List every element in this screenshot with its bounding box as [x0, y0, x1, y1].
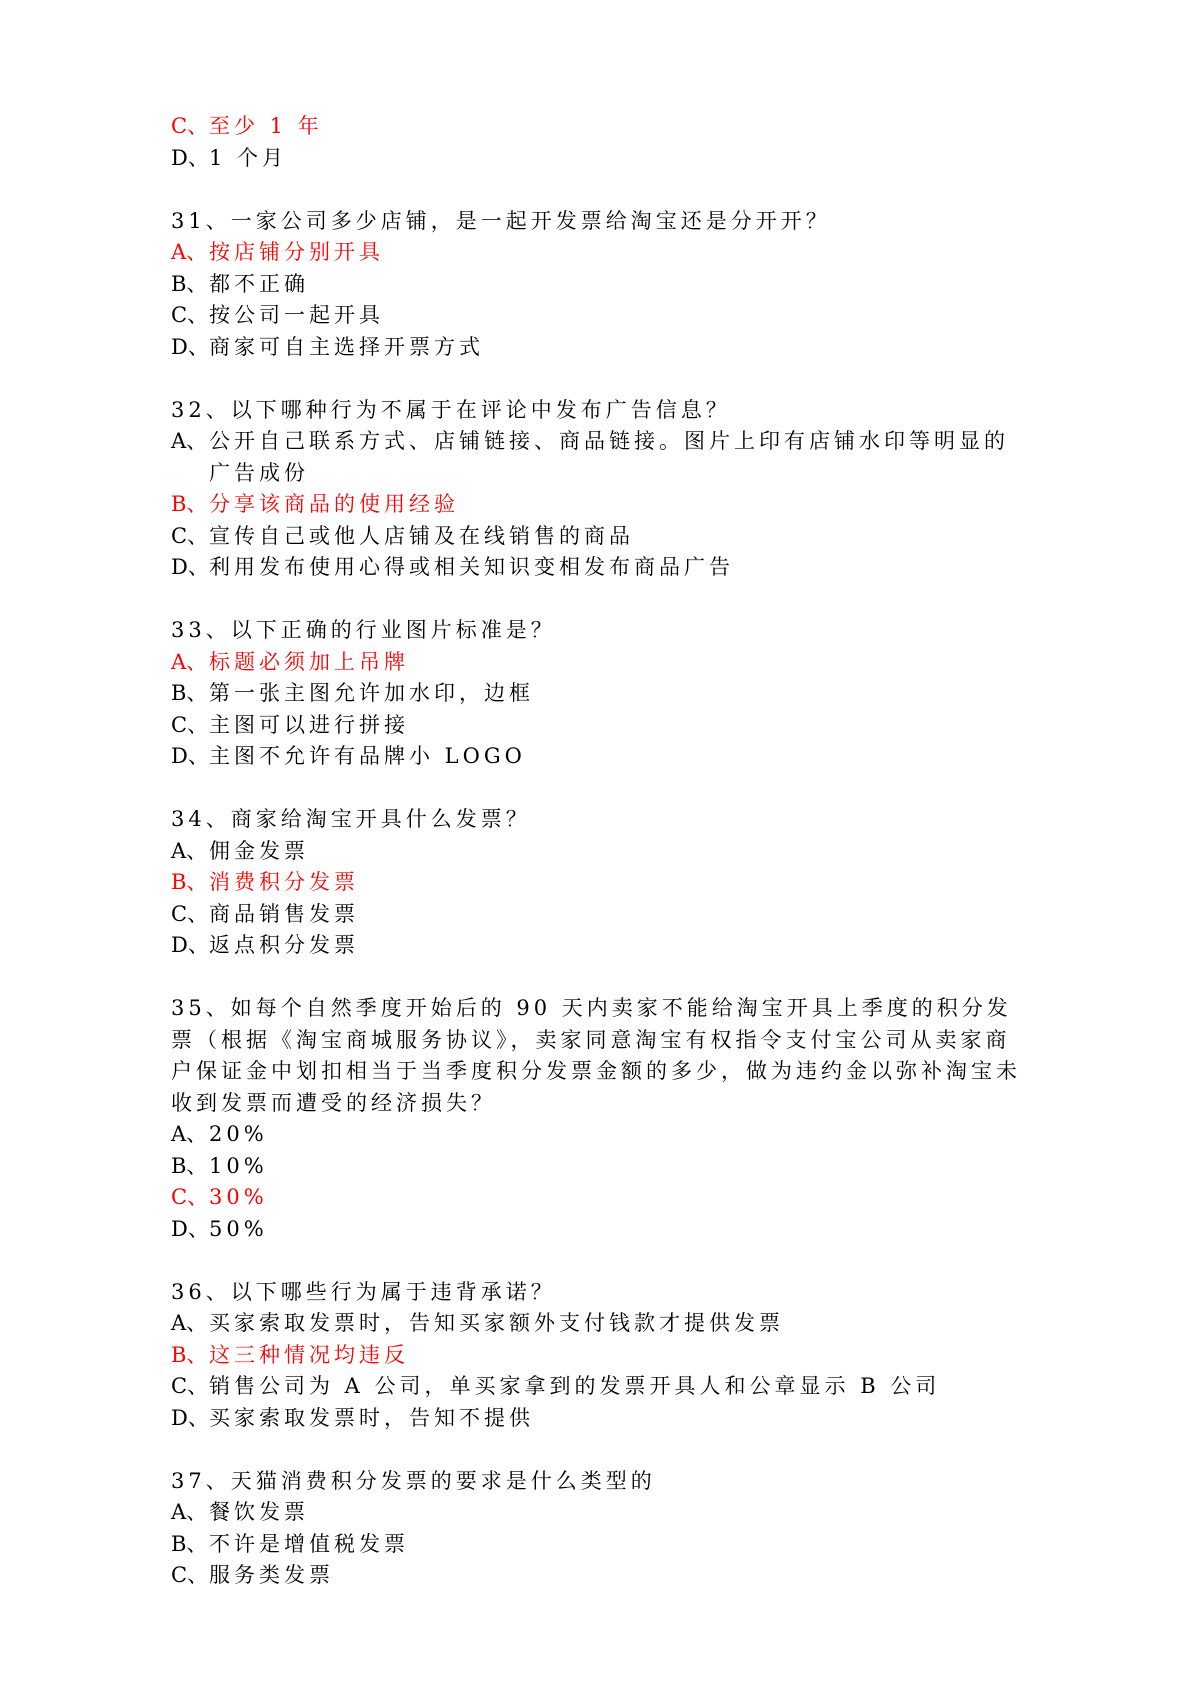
option-letter: C、: [171, 1374, 209, 1398]
spacer: [171, 174, 1031, 206]
question-text: 34、商家给淘宝开具什么发票？: [171, 807, 531, 831]
option-line: [171, 1308, 1031, 1340]
option-letter: A、: [171, 1311, 208, 1335]
option-letter: A、: [171, 838, 208, 863]
option-text: 销售公司为 A 公司，单买家拿到的发票开具人和公章显示 B 公司: [209, 1374, 941, 1398]
question-text: 36、以下哪些行为属于违背承诺？: [171, 1279, 556, 1304]
option-letter: C、: [171, 114, 209, 138]
option-text: 按公司一起开具: [209, 303, 384, 327]
question-text: 32、以下哪种行为不属于在评论中发布广告信息？: [171, 397, 731, 422]
option-text: 返点积分发票: [209, 933, 359, 957]
question-list: [171, 111, 1031, 1592]
option-line: [171, 237, 1031, 269]
option-text: 都不正确: [209, 271, 309, 296]
option-letter: C、: [171, 303, 209, 327]
option-line: [171, 867, 1031, 899]
option-line: [171, 741, 1031, 773]
option-text: 1 个月: [209, 145, 288, 170]
option-line: [171, 521, 1031, 553]
option-letter: B、: [171, 1342, 208, 1367]
option-text: 餐饮发票: [209, 1500, 309, 1524]
option-line: [171, 930, 1031, 962]
option-letter: B、: [171, 1153, 208, 1178]
option-letter: D、: [171, 145, 209, 170]
option-letter: B、: [171, 492, 208, 516]
option-text: 这三种情况均违反: [209, 1342, 409, 1367]
option-text: 利用发布使用心得或相关知识变相发布商品广告: [209, 555, 734, 579]
option-letter: C、: [171, 523, 209, 548]
option-letter: D、: [171, 933, 209, 957]
question-text: 35、如每个自然季度开始后的 90 天内卖家不能给淘宝开具上季度的积分发票（根据《淘宝商城服务协议》，卖家同意淘宝有权指令支付宝公司从卖家商户保证金中划扣相当于当季度积分发票金额的多少，做为违约金以弥补淘宝未收到发票而遭受的经济损失？: [171, 996, 1021, 1115]
question-text: 33、以下正确的行业图片标准是？: [171, 618, 556, 642]
spacer: [171, 962, 1031, 994]
option-letter: B、: [171, 681, 208, 705]
option-line: [171, 269, 1031, 301]
option-letter: D、: [171, 555, 209, 579]
option-line: [171, 1371, 1031, 1403]
option-line: [171, 1403, 1031, 1435]
option-line: [171, 111, 1031, 143]
option-letter: A、: [171, 1500, 208, 1524]
option-letter: B、: [171, 1531, 208, 1556]
option-letter: A、: [171, 1122, 208, 1146]
option-letter: D、: [171, 1216, 209, 1241]
option-line: [171, 1182, 1031, 1214]
option-line: [171, 710, 1031, 742]
option-text: 主图不允许有品牌小 LOGO: [209, 744, 526, 768]
option-letter: A、: [171, 240, 208, 264]
option-text: 佣金发票: [209, 838, 309, 863]
option-text: 公开自己联系方式、店铺链接、商品链接。图片上印有店铺水印等明显的广告成份: [209, 429, 1009, 485]
option-line: [171, 489, 1031, 521]
option-line: [171, 1529, 1031, 1561]
option-line: [171, 143, 1031, 175]
spacer: [171, 773, 1031, 805]
option-letter: B、: [171, 271, 208, 296]
option-text: 服务类发票: [209, 1563, 334, 1587]
option-line: [171, 300, 1031, 332]
spacer: [171, 1434, 1031, 1466]
option-line: [171, 899, 1031, 931]
option-line: [171, 1214, 1031, 1246]
option-line: [171, 1497, 1031, 1529]
option-letter: D、: [171, 334, 209, 359]
option-line: [171, 1560, 1031, 1592]
option-letter: D、: [171, 1405, 209, 1430]
option-text: 宣传自己或他人店铺及在线销售的商品: [209, 523, 634, 548]
option-letter: C、: [171, 901, 209, 926]
option-text: 第一张主图允许加水印，边框: [209, 681, 534, 705]
option-text: 买家索取发票时，告知买家额外支付钱款才提供发票: [209, 1311, 784, 1335]
option-line: [171, 1151, 1031, 1183]
option-text: 10%: [209, 1153, 268, 1178]
option-letter: D、: [171, 744, 209, 768]
option-letter: A、: [171, 649, 208, 674]
option-text: 消费积分发票: [209, 870, 359, 894]
option-text: 50%: [209, 1216, 268, 1241]
option-text: 主图可以进行拼接: [209, 712, 409, 737]
option-letter: B、: [171, 870, 208, 894]
option-line: [171, 678, 1031, 710]
option-text: 至少 1 年: [209, 114, 323, 138]
question-text: 31、一家公司多少店铺，是一起开发票给淘宝还是分开开？: [171, 208, 831, 233]
question-text: 37、天猫消费积分发票的要求是什么类型的: [171, 1468, 656, 1493]
option-line: [171, 1340, 1031, 1372]
option-text: 商品销售发票: [209, 901, 359, 926]
option-line: [171, 426, 1031, 489]
option-text: 分享该商品的使用经验: [209, 492, 459, 516]
spacer: [171, 1245, 1031, 1277]
option-line: [171, 332, 1031, 364]
spacer: [171, 584, 1031, 616]
option-line: [171, 647, 1031, 679]
option-text: 不许是增值税发票: [209, 1531, 409, 1556]
option-letter: C、: [171, 1185, 209, 1209]
option-letter: C、: [171, 712, 209, 737]
option-text: 商家可自主选择开票方式: [209, 334, 484, 359]
option-line: [171, 836, 1031, 868]
option-line: [171, 552, 1031, 584]
option-line: [171, 1119, 1031, 1151]
option-text: 30%: [209, 1185, 268, 1209]
option-text: 按店铺分别开具: [209, 240, 384, 264]
option-text: 20%: [209, 1122, 268, 1146]
option-text: 买家索取发票时，告知不提供: [209, 1405, 534, 1430]
option-letter: A、: [171, 429, 208, 453]
option-letter: C、: [171, 1563, 209, 1587]
option-text: 标题必须加上吊牌: [209, 649, 409, 674]
spacer: [171, 363, 1031, 395]
